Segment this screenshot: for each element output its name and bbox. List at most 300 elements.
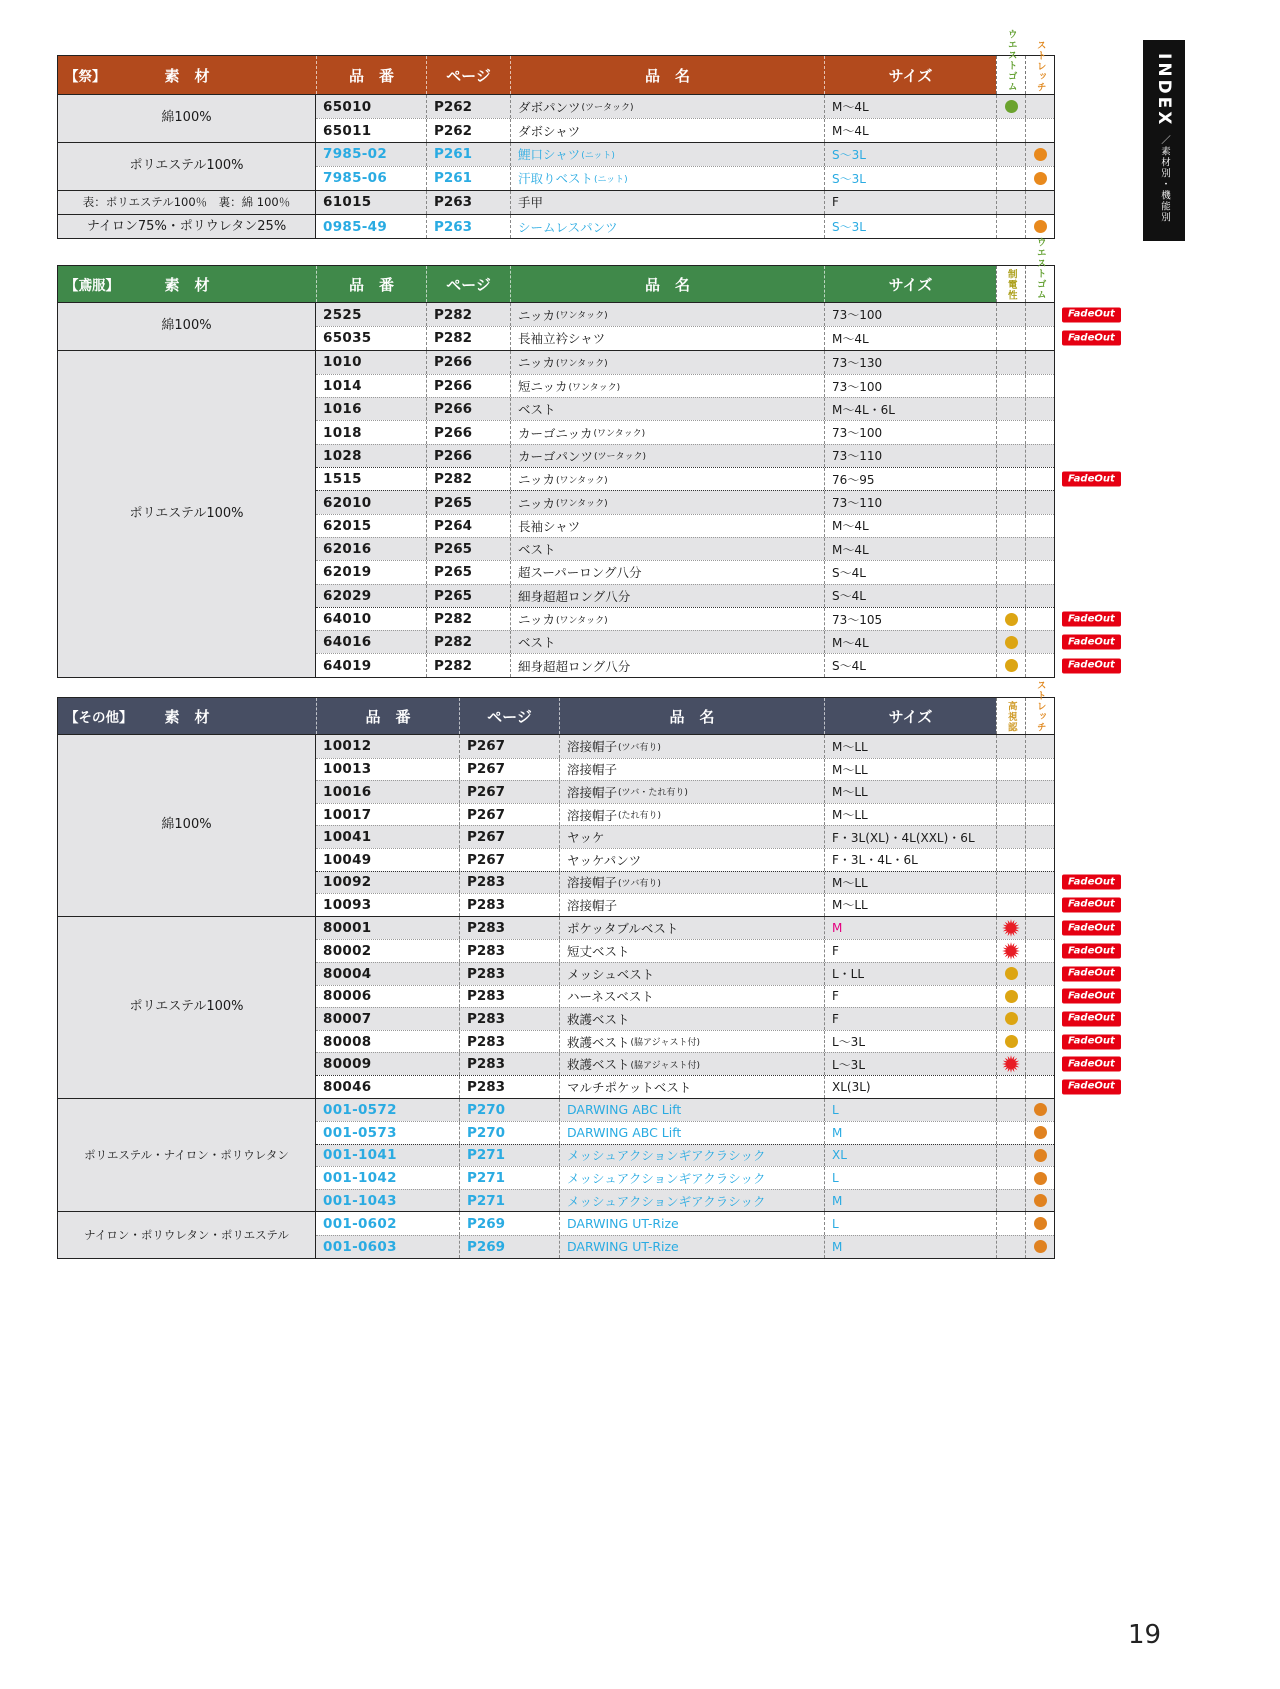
- product-code-cell: 64016: [323, 634, 372, 651]
- table-tobifuku: [57, 237, 1115, 678]
- product-name-cell: [510, 654, 824, 676]
- antistatic-dot-icon: [1005, 613, 1018, 626]
- page-ref-cell: P283: [459, 917, 559, 940]
- size-value: M〜4L: [832, 542, 869, 557]
- stretch-indicator-cell: [1025, 1122, 1054, 1144]
- product-name: ハーネスベスト: [567, 989, 654, 1005]
- stretch-indicator-cell: [1025, 781, 1054, 803]
- size-value: M〜4L: [832, 635, 869, 650]
- page-ref-cell: P265: [426, 585, 510, 607]
- size-value: 73〜100: [832, 308, 883, 323]
- size-value: M〜4L: [832, 124, 869, 139]
- size-cell: [824, 143, 996, 166]
- product-name: ニッカ: [518, 612, 556, 627]
- size-cell: [824, 1145, 996, 1167]
- stretch-indicator-cell: [1025, 804, 1054, 826]
- stretch-indicator-cell: [1025, 826, 1054, 848]
- material-cell: ポリエステル100%: [58, 351, 316, 677]
- size-cell: [824, 119, 996, 141]
- size-cell: [824, 759, 996, 781]
- material-cell: ポリエステル・ナイロン・ポリウレタン: [58, 1099, 316, 1212]
- high-visibility-indicator-cell: [996, 963, 1025, 985]
- fadeout-badge: FadeOut: [1062, 921, 1121, 936]
- material-cell: ポリエステル100%: [58, 143, 316, 190]
- size-cell: [824, 351, 996, 374]
- page-ref-cell: P269: [459, 1236, 559, 1258]
- antistatic-indicator-cell: [996, 303, 1025, 326]
- product-name-cell: [559, 872, 824, 894]
- size-cell: [824, 585, 996, 607]
- page-ref-cell: P271: [459, 1167, 559, 1189]
- antistatic-indicator-cell: [996, 398, 1025, 420]
- product-name-note: (たれ有り): [618, 811, 662, 822]
- page-ref-cell: P270: [459, 1122, 559, 1144]
- size-cell: [824, 421, 996, 443]
- size-value: XL(3L): [832, 1079, 871, 1094]
- size-value: F: [832, 1011, 839, 1026]
- product-name: メッシュベスト: [567, 966, 655, 982]
- material-group: [58, 190, 1054, 214]
- product-code-cell: 65011: [323, 122, 372, 139]
- page-ref-cell: P267: [459, 826, 559, 848]
- stretch-indicator-cell: [1025, 759, 1054, 781]
- product-name-cell: [559, 917, 824, 940]
- stretch-dot-icon: [1034, 1172, 1047, 1185]
- material-group: [58, 142, 1054, 190]
- stretch-indicator-cell: [1025, 167, 1054, 189]
- size-value: M〜4L: [832, 331, 869, 346]
- size-value: S〜4L: [832, 589, 866, 604]
- product-code-cell: 001-0603: [323, 1238, 397, 1255]
- product-name: 短丈ベスト: [567, 944, 630, 960]
- table-row: [316, 143, 1054, 166]
- product-name: DARWING ABC Lift: [567, 1125, 682, 1141]
- size-cell: [824, 1236, 996, 1258]
- size-cell: [824, 1122, 996, 1144]
- waist-elastic-indicator-cell: [1025, 585, 1054, 607]
- product-name-cell: [510, 351, 824, 374]
- product-code-cell: 001-0602: [323, 1215, 397, 1232]
- waist-elastic-indicator-cell: [1025, 515, 1054, 537]
- stretch-dot-icon: [1034, 1126, 1047, 1139]
- product-name-note: (ツータック): [581, 103, 634, 114]
- product-name: カーゴニッカ: [518, 425, 593, 441]
- product-name: ヤッケ: [567, 830, 605, 846]
- product-name: 超スーパーロング八分: [518, 565, 642, 581]
- table-row: [316, 1099, 1054, 1122]
- waist-elastic-indicator-cell: [1025, 491, 1054, 513]
- fadeout-badge: FadeOut: [1062, 658, 1121, 673]
- stretch-indicator-cell: [1025, 986, 1054, 1008]
- material-cell: 綿100%: [58, 303, 316, 350]
- product-name: メッシュアクションギアクラシック: [567, 1148, 766, 1164]
- size-cell: [824, 445, 996, 467]
- waist-elastic-indicator-cell: [996, 119, 1025, 141]
- size-cell: [824, 538, 996, 560]
- size-value: 76〜95: [832, 472, 875, 487]
- high-visibility-indicator-cell: [996, 872, 1025, 894]
- table-row: [316, 490, 1054, 513]
- waist-elastic-indicator-cell: [1025, 398, 1054, 420]
- high-visibility-indicator-cell: [996, 986, 1025, 1008]
- product-name-cell: [559, 1236, 824, 1258]
- waist-elastic-column-label: ウエストゴム: [1034, 237, 1046, 300]
- stretch-indicator-cell: [1025, 1145, 1054, 1167]
- high-visibility-indicator-cell: [996, 917, 1025, 940]
- product-name-cell: [559, 1167, 824, 1189]
- product-code-cell: 64019: [323, 657, 372, 674]
- product-name: マルチポケットベスト: [567, 1079, 692, 1095]
- size-value: L〜3L: [832, 1057, 866, 1072]
- size-value: 73〜100: [832, 426, 883, 441]
- size-value: F・3L(XL)・4L(XXL)・6L: [832, 830, 975, 845]
- material-column-label: 素 材: [164, 275, 210, 294]
- page-ref-cell: P266: [426, 445, 510, 467]
- product-name: 長袖シャツ: [518, 518, 581, 534]
- page-ref-cell: P282: [426, 608, 510, 630]
- material-group: [58, 350, 1115, 677]
- product-name: 細身超超ロング八分: [518, 588, 631, 604]
- product-name: DARWING ABC Lift: [567, 1102, 682, 1118]
- size-value: M〜LL: [832, 875, 868, 890]
- table-row: [316, 939, 1115, 962]
- high-visibility-indicator-cell: [996, 804, 1025, 826]
- table-row: [316, 985, 1115, 1008]
- size-value: XL: [832, 1148, 847, 1163]
- stretch-dot-icon: [1034, 148, 1047, 161]
- high-visibility-dot-icon: [1005, 1035, 1018, 1048]
- waist-elastic-indicator-cell: [1025, 654, 1054, 676]
- table-row: [316, 1075, 1115, 1098]
- product-name: ニッカ: [518, 307, 556, 323]
- size-cell: [824, 872, 996, 894]
- product-name-note: (脇アジャスト付): [630, 1038, 700, 1049]
- product-name: カーゴパンツ: [518, 448, 594, 464]
- product-name-cell: [510, 215, 824, 238]
- size-column-header: サイズ: [824, 266, 996, 302]
- antistatic-indicator-cell: [996, 654, 1025, 676]
- index-tab[interactable]: [1143, 40, 1185, 241]
- page-ref-cell: P265: [426, 491, 510, 513]
- size-value: S〜4L: [832, 659, 866, 674]
- table-row: [316, 1166, 1054, 1189]
- high-visibility-indicator-cell: [996, 1167, 1025, 1189]
- size-cell: [824, 215, 996, 238]
- page-ref-cell: P282: [426, 468, 510, 490]
- product-name-note: (ワンタック): [568, 382, 621, 393]
- material-column-label: 素 材: [164, 66, 210, 85]
- size-cell: [824, 631, 996, 653]
- page-ref-cell: P282: [426, 631, 510, 653]
- high-visibility-column-header: [996, 698, 1025, 734]
- size-cell: [824, 894, 996, 916]
- product-name-cell: [510, 538, 824, 560]
- size-cell: [824, 191, 996, 214]
- table-row: [316, 374, 1054, 397]
- antistatic-indicator-cell: [996, 468, 1025, 490]
- product-name-cell: [559, 894, 824, 916]
- product-code-cell: 1016: [323, 401, 362, 418]
- product-code-cell: 80004: [323, 965, 372, 982]
- product-code-cell: 65035: [323, 330, 372, 347]
- index-tab-title: INDEX: [1154, 53, 1174, 128]
- fadeout-badge: FadeOut: [1062, 1057, 1121, 1072]
- product-name: DARWING UT-Rize: [567, 1239, 679, 1255]
- waist-elastic-indicator-cell: [1025, 608, 1054, 630]
- product-name: 長袖立衿シャツ: [518, 331, 606, 347]
- size-value: F・3L・4L・6L: [832, 853, 918, 868]
- product-code-cell: 80002: [323, 943, 372, 960]
- material-cell: ナイロン75%・ポリウレタン25%: [58, 215, 316, 238]
- size-value: M〜LL: [832, 739, 868, 754]
- product-code-cell: 64010: [323, 611, 372, 627]
- page-ref-cell: P264: [426, 515, 510, 537]
- product-code-cell: 1028: [323, 447, 362, 464]
- material-column-header: [58, 266, 316, 302]
- product-code-cell: 10049: [323, 851, 372, 868]
- high-visibility-burst-icon: [1002, 942, 1020, 960]
- page-ref-cell: P267: [459, 781, 559, 803]
- product-name: 溶接帽子: [567, 762, 618, 778]
- size-value: M〜LL: [832, 785, 868, 800]
- page-ref-cell: P282: [426, 654, 510, 676]
- antistatic-dot-icon: [1005, 659, 1018, 672]
- stretch-indicator-cell: [1025, 1212, 1054, 1235]
- size-value: F: [832, 989, 839, 1004]
- size-value: 73〜130: [832, 355, 883, 370]
- high-visibility-indicator-cell: [996, 1008, 1025, 1030]
- product-name-note: (ワンタック): [556, 499, 608, 510]
- size-cell: [824, 1167, 996, 1189]
- table-row: [316, 514, 1054, 537]
- stretch-indicator-cell: [1025, 191, 1054, 214]
- product-code-cell: 62016: [323, 541, 372, 558]
- stretch-indicator-cell: [1025, 1076, 1054, 1098]
- product-name-cell: [559, 826, 824, 848]
- high-visibility-indicator-cell: [996, 1190, 1025, 1212]
- product-name-cell: [559, 1008, 824, 1030]
- product-name-note: (ニット): [594, 174, 628, 185]
- product-code-cell: 10017: [323, 806, 372, 823]
- product-name-note: (ワンタック): [556, 358, 608, 369]
- product-name-cell: [510, 515, 824, 537]
- product-name-cell: [510, 561, 824, 583]
- stretch-dot-icon: [1034, 1194, 1047, 1207]
- size-value: L: [832, 1171, 839, 1186]
- product-name: 鯉口シャツ: [518, 147, 581, 163]
- table-row: [316, 215, 1054, 238]
- product-name-note: (ツータック): [594, 452, 647, 463]
- material-group: [58, 735, 1115, 916]
- table-row: [316, 351, 1054, 374]
- high-visibility-indicator-cell: [996, 894, 1025, 916]
- stretch-column-label: ストレッチ: [1034, 679, 1046, 732]
- high-visibility-indicator-cell: [996, 1053, 1025, 1075]
- product-name-cell: [510, 468, 824, 490]
- stretch-indicator-cell: [1025, 894, 1054, 916]
- page-ref-cell: P282: [426, 327, 510, 349]
- size-value: 73〜100: [832, 379, 883, 394]
- waist-elastic-indicator-cell: [996, 215, 1025, 238]
- product-name-cell: [510, 445, 824, 467]
- size-cell: [824, 608, 996, 630]
- size-cell: [824, 515, 996, 537]
- fadeout-badge: FadeOut: [1062, 1034, 1121, 1049]
- product-name-cell: [510, 631, 824, 653]
- product-code-cell: 001-1042: [323, 1170, 397, 1187]
- waist-elastic-indicator-cell: [1025, 561, 1054, 583]
- product-name: ダボシャツ: [518, 123, 581, 139]
- fadeout-badge: FadeOut: [1062, 875, 1121, 890]
- stretch-column-label: ストレッチ: [1034, 39, 1046, 92]
- stretch-indicator-cell: [1025, 849, 1054, 871]
- waist-elastic-dot-icon: [1005, 100, 1018, 113]
- product-name: ベスト: [518, 542, 556, 558]
- page-column-header: ページ: [426, 56, 510, 94]
- high-visibility-dot-icon: [1005, 990, 1018, 1003]
- product-code-cell: 1018: [323, 424, 362, 441]
- table-row: [316, 653, 1115, 676]
- stretch-dot-icon: [1034, 172, 1047, 185]
- waist-elastic-indicator-cell: [996, 191, 1025, 214]
- name-column-header: 品 名: [559, 698, 824, 734]
- product-name-cell: [510, 143, 824, 166]
- page-column-header: ページ: [426, 266, 510, 302]
- size-cell: [824, 1031, 996, 1053]
- product-name: ベスト: [518, 635, 556, 651]
- product-code-cell: 62015: [323, 517, 372, 534]
- material-column-label: 素 材: [164, 707, 210, 726]
- size-value: M: [832, 1193, 843, 1208]
- stretch-indicator-cell: [1025, 95, 1054, 118]
- high-visibility-burst-icon: [1002, 919, 1020, 937]
- material-group: [58, 214, 1054, 238]
- waist-elastic-indicator-cell: [1025, 631, 1054, 653]
- product-code-cell: 1010: [323, 354, 362, 371]
- product-code-cell: 80009: [323, 1056, 372, 1073]
- product-name-cell: [510, 303, 824, 326]
- product-name-note: (ワンタック): [556, 475, 608, 486]
- code-column-header: 品 番: [316, 698, 459, 734]
- product-name-cell: [510, 119, 824, 141]
- table-row: [316, 166, 1054, 189]
- stretch-indicator-cell: [1025, 119, 1054, 141]
- antistatic-indicator-cell: [996, 515, 1025, 537]
- waist-elastic-indicator-cell: [1025, 445, 1054, 467]
- table-row: [316, 735, 1054, 758]
- table-row: [316, 803, 1054, 826]
- antistatic-indicator-cell: [996, 491, 1025, 513]
- material-group: [58, 303, 1115, 350]
- waist-elastic-indicator-cell: [996, 167, 1025, 189]
- product-name: ニッカ: [518, 355, 556, 371]
- stretch-indicator-cell: [1025, 963, 1054, 985]
- fadeout-badge: FadeOut: [1062, 331, 1121, 346]
- table-row: [316, 191, 1054, 214]
- size-value: M〜4L: [832, 100, 869, 115]
- size-value: L〜3L: [832, 1035, 866, 1050]
- product-code-cell: 80008: [323, 1033, 372, 1050]
- product-name-cell: [559, 1099, 824, 1122]
- size-cell: [824, 849, 996, 871]
- stretch-indicator-cell: [1025, 1167, 1054, 1189]
- table-row: [316, 420, 1054, 443]
- table-row: [316, 397, 1054, 420]
- product-name: ベスト: [518, 402, 556, 418]
- high-visibility-indicator-cell: [996, 1145, 1025, 1167]
- page-column-header: ページ: [459, 698, 559, 734]
- product-name-cell: [510, 398, 824, 420]
- product-name-cell: [559, 1190, 824, 1212]
- page-ref-cell: P267: [459, 759, 559, 781]
- stretch-indicator-cell: [1025, 1031, 1054, 1053]
- size-cell: [824, 917, 996, 940]
- stretch-indicator-cell: [1025, 1008, 1054, 1030]
- waist-elastic-column-header: [1025, 237, 1054, 302]
- size-value: S〜3L: [832, 171, 866, 186]
- product-name-cell: [559, 1076, 824, 1098]
- product-name: ヤッケパンツ: [567, 852, 642, 868]
- product-code-cell: 80046: [323, 1078, 372, 1095]
- stretch-indicator-cell: [1025, 917, 1054, 940]
- size-cell: [824, 327, 996, 349]
- antistatic-indicator-cell: [996, 631, 1025, 653]
- product-name: 救護ベスト: [567, 1034, 630, 1050]
- antistatic-indicator-cell: [996, 445, 1025, 467]
- antistatic-indicator-cell: [996, 608, 1025, 630]
- table-row: [316, 1030, 1115, 1053]
- table-row: [316, 584, 1054, 607]
- waist-elastic-indicator-cell: [1025, 468, 1054, 490]
- product-code-cell: 62010: [323, 494, 372, 511]
- product-code-cell: 62029: [323, 587, 372, 604]
- product-name-cell: [559, 849, 824, 871]
- product-name: 細身超超ロング八分: [518, 658, 631, 674]
- page-ref-cell: P283: [459, 940, 559, 962]
- product-name: ニッカ: [518, 472, 556, 488]
- page-ref-cell: P266: [426, 351, 510, 374]
- waist-elastic-column-label: ウエストゴム: [1005, 29, 1017, 92]
- product-name: ポケッタブルベスト: [567, 921, 679, 937]
- antistatic-indicator-cell: [996, 585, 1025, 607]
- fadeout-badge: FadeOut: [1062, 635, 1121, 650]
- table-row: [316, 1144, 1054, 1167]
- size-value: M: [832, 1239, 843, 1254]
- product-name: 手甲: [518, 195, 544, 211]
- product-code-cell: 001-1041: [323, 1147, 397, 1164]
- table-header-row: [58, 29, 1054, 95]
- product-name: 溶接帽子: [567, 897, 618, 913]
- table-row: [316, 1212, 1054, 1235]
- material-group: [58, 1211, 1054, 1257]
- high-visibility-indicator-cell: [996, 1076, 1025, 1098]
- high-visibility-indicator-cell: [996, 735, 1025, 758]
- stretch-indicator-cell: [1025, 143, 1054, 166]
- page-ref-cell: P271: [459, 1145, 559, 1167]
- size-cell: [824, 468, 996, 490]
- size-value: L: [832, 1216, 839, 1231]
- fadeout-badge: FadeOut: [1062, 944, 1121, 959]
- product-name-note: (ツバ・たれ有り): [618, 788, 688, 799]
- product-name-cell: [510, 585, 824, 607]
- page-ref-cell: P283: [459, 986, 559, 1008]
- waist-elastic-column-header: [996, 29, 1025, 94]
- product-name: メッシュアクションギアクラシック: [567, 1171, 766, 1187]
- name-column-header: 品 名: [510, 56, 824, 94]
- page-number: 19: [1128, 1620, 1162, 1650]
- product-code-cell: 10092: [323, 874, 372, 891]
- index-tab-subtitle: 素材別・機能別: [1159, 146, 1170, 224]
